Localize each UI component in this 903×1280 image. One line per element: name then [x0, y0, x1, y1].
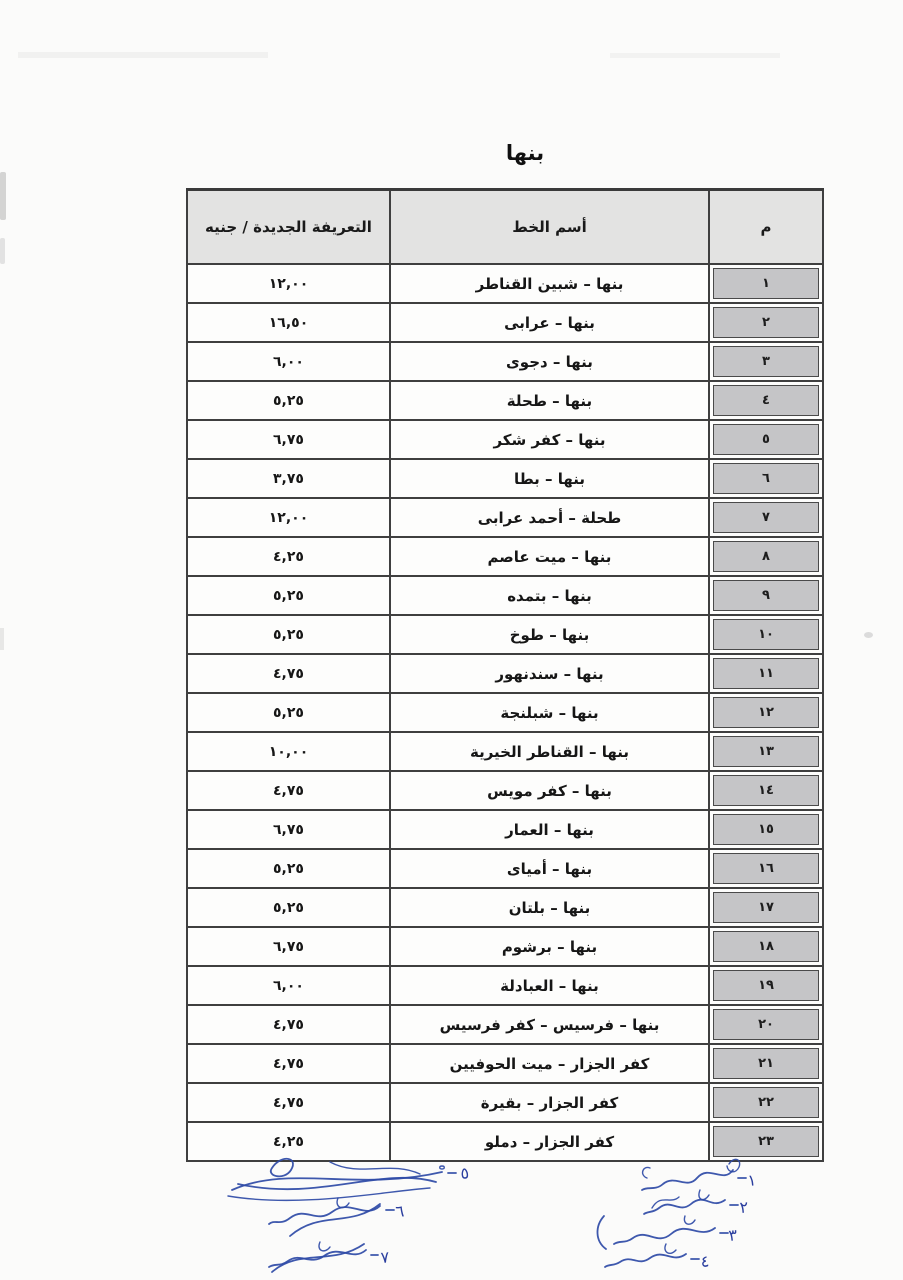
table-row: [187, 459, 823, 498]
line-name: طحلة – أحمد عرابى: [390, 498, 709, 537]
row-index-cell: [709, 381, 823, 420]
signature-6: [269, 1198, 405, 1236]
line-name: بنها – شبين القناطر: [390, 264, 709, 303]
row-index-cell: [709, 732, 823, 771]
row-index: ١٠: [713, 619, 819, 650]
line-name: بنها – طحلة: [390, 381, 709, 420]
tariff-value: ٥,٢٥: [187, 381, 390, 420]
line-name: بنها – ميت عاصم: [390, 537, 709, 576]
row-index: ١٨: [713, 931, 819, 962]
table-row: [187, 771, 823, 810]
tariff-value: ٤,٧٥: [187, 1044, 390, 1083]
table-row: [187, 615, 823, 654]
signature-1: [642, 1159, 757, 1190]
table-row: [187, 810, 823, 849]
row-index: ١٧: [713, 892, 819, 923]
row-index-cell: [709, 420, 823, 459]
line-name: بنها – بلتان: [390, 888, 709, 927]
header-line-name: أسم الخط: [390, 190, 709, 265]
row-index: ١٢: [713, 697, 819, 728]
line-name: بنها – بتمده: [390, 576, 709, 615]
table-row: [187, 264, 823, 303]
row-index: ٢: [713, 307, 819, 338]
scan-artifact: [864, 632, 873, 638]
table-row: [187, 576, 823, 615]
scan-artifact: [0, 238, 5, 264]
row-index-cell: [709, 615, 823, 654]
signature-2: [644, 1190, 749, 1217]
row-index-cell: [709, 537, 823, 576]
line-name: كفر الجزار – بقيرة: [390, 1083, 709, 1122]
line-name: بنها – سندنهور: [390, 654, 709, 693]
row-index-cell: [709, 849, 823, 888]
header-tariff: التعريفة الجديدة / جنيه: [187, 190, 390, 265]
line-name: بنها – شبلنجة: [390, 693, 709, 732]
line-name: بنها – أمياى: [390, 849, 709, 888]
line-name: بنها – العبادلة: [390, 966, 709, 1005]
scan-artifact: [0, 628, 4, 650]
signature-7: [269, 1242, 390, 1272]
signature-digit: ٣: [727, 1225, 738, 1245]
table-row: [187, 303, 823, 342]
row-index-cell: [709, 498, 823, 537]
row-index-cell: [709, 303, 823, 342]
row-index-cell: [709, 888, 823, 927]
row-index: ٢٣: [713, 1126, 819, 1157]
scan-artifact: [610, 53, 780, 58]
line-name: بنها – فرسيس – كفر فرسيس: [390, 1005, 709, 1044]
table-row: [187, 693, 823, 732]
row-index: ٨: [713, 541, 819, 572]
row-index: ٤: [713, 385, 819, 416]
row-index: ٥: [713, 424, 819, 455]
tariff-value: ٥,٢٥: [187, 693, 390, 732]
line-name: بنها – كفر شكر: [390, 420, 709, 459]
signature-digit: ٧: [379, 1247, 390, 1267]
row-index: ٣: [713, 346, 819, 377]
table-row: [187, 966, 823, 1005]
signatures-block: [180, 1148, 903, 1280]
row-index-cell: [709, 342, 823, 381]
tariff-value: ١٠,٠٠: [187, 732, 390, 771]
line-name: بنها – القناطر الخيرية: [390, 732, 709, 771]
signature-digit: ٢: [738, 1197, 749, 1217]
table-row: [187, 498, 823, 537]
line-name: بنها – طوخ: [390, 615, 709, 654]
row-index-cell: [709, 927, 823, 966]
row-index: ١٩: [713, 970, 819, 1001]
tariff-value: ٦,٧٥: [187, 810, 390, 849]
row-index-cell: [709, 810, 823, 849]
table-row: [187, 1005, 823, 1044]
tariff-value: ٦,٠٠: [187, 966, 390, 1005]
row-index-cell: [709, 1083, 823, 1122]
table-row: [187, 849, 823, 888]
line-name: كفر الجزار – ميت الحوفيين: [390, 1044, 709, 1083]
tariff-value: ٤,٧٥: [187, 654, 390, 693]
row-index: ١٣: [713, 736, 819, 767]
tariff-value: ٦,٠٠: [187, 342, 390, 381]
tariff-value: ٥,٢٥: [187, 576, 390, 615]
row-index: ١: [713, 268, 819, 299]
table-header: [187, 190, 823, 265]
line-name: بنها – عرابى: [390, 303, 709, 342]
row-index: ١٥: [713, 814, 819, 845]
page-title: بنها: [505, 141, 545, 165]
scan-artifact: [0, 172, 6, 220]
line-name: كفر الجزار – دملو: [390, 1122, 709, 1161]
line-name: بنها – بطا: [390, 459, 709, 498]
row-index-cell: [709, 264, 823, 303]
table-row: [187, 732, 823, 771]
tariff-value: ٥,٢٥: [187, 849, 390, 888]
row-index: ٦: [713, 463, 819, 494]
signature-5: [228, 1159, 470, 1201]
table-row: [187, 1044, 823, 1083]
tariff-value: ١٢,٠٠: [187, 264, 390, 303]
signature-digit: ٥: [459, 1163, 470, 1183]
row-index: ٢٢: [713, 1087, 819, 1118]
table-row: [187, 537, 823, 576]
tariff-value: ٤,٢٥: [187, 1122, 390, 1161]
header-index: م: [709, 190, 823, 265]
signature-digit: ١: [746, 1170, 757, 1190]
table-row: [187, 1083, 823, 1122]
row-index-cell: [709, 1005, 823, 1044]
tariff-value: ٥,٢٥: [187, 615, 390, 654]
row-index-cell: [709, 1044, 823, 1083]
line-name: بنها – كفر مويس: [390, 771, 709, 810]
line-name: بنها – العمار: [390, 810, 709, 849]
tariff-table: [186, 188, 824, 1162]
tariff-value: ٤,٧٥: [187, 771, 390, 810]
row-index: ٢١: [713, 1048, 819, 1079]
tariff-value: ٥,٢٥: [187, 888, 390, 927]
row-index-cell: [709, 654, 823, 693]
signatures-svg: [180, 1148, 903, 1280]
signature-digit: ٦: [394, 1201, 405, 1221]
line-name: بنها – برشوم: [390, 927, 709, 966]
scan-artifact: [18, 52, 268, 58]
row-index-cell: [709, 966, 823, 1005]
tariff-value: ٤,٢٥: [187, 537, 390, 576]
tariff-value: ٣,٧٥: [187, 459, 390, 498]
table-body: [187, 264, 823, 1161]
signature-3: [597, 1216, 738, 1249]
tariff-value: ٤,٧٥: [187, 1005, 390, 1044]
row-index: ٧: [713, 502, 819, 533]
row-index: ٩: [713, 580, 819, 611]
tariff-value: ٦,٧٥: [187, 927, 390, 966]
tariff-value: ١٢,٠٠: [187, 498, 390, 537]
row-index-cell: [709, 771, 823, 810]
tariff-value: ٦,٧٥: [187, 420, 390, 459]
table-row: [187, 888, 823, 927]
row-index-cell: [709, 576, 823, 615]
table-row: [187, 381, 823, 420]
signature-digit: ٤: [699, 1251, 710, 1271]
tariff-value: ٤,٧٥: [187, 1083, 390, 1122]
row-index-cell: [709, 459, 823, 498]
row-index-cell: [709, 693, 823, 732]
table-row: [187, 420, 823, 459]
table-row: [187, 927, 823, 966]
table-row: [187, 342, 823, 381]
row-index: ١٦: [713, 853, 819, 884]
table-row: [187, 654, 823, 693]
row-index: ١٤: [713, 775, 819, 806]
row-index: ٢٠: [713, 1009, 819, 1040]
row-index: ١١: [713, 658, 819, 689]
tariff-value: ١٦,٥٠: [187, 303, 390, 342]
signature-4: [605, 1244, 710, 1271]
line-name: بنها – دجوى: [390, 342, 709, 381]
